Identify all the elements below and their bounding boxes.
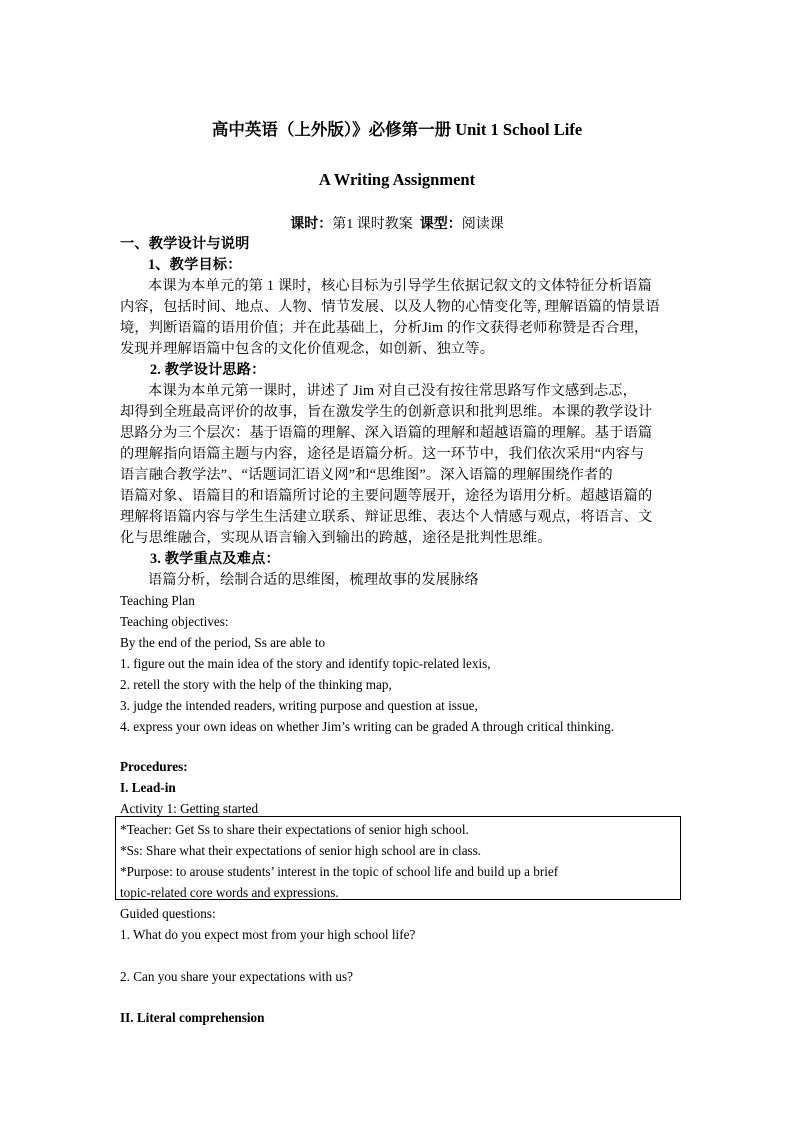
paragraph-line: 的理解指向语篇主题与内容，途径是语篇分析。这一环节中，我们依次采用“内容与	[120, 446, 645, 462]
objectives-intro: By the end of the period, Ss are able to	[120, 635, 326, 650]
lesson-label-period: 课时：	[290, 217, 333, 232]
teaching-plan-title: Teaching Plan	[120, 593, 195, 608]
design-heading: 2. 教学设计思路：	[150, 362, 266, 378]
paragraph-line: 本课为本单元的第 1 课时，核心目标为引导学生依据记叙文的文体特征分析语篇	[148, 278, 652, 294]
guided-question: 2. Can you share your expectations with us?	[120, 969, 353, 984]
lesson-value-type: 阅读课	[461, 217, 504, 232]
lesson-value-period: 第1 课时教案	[332, 217, 413, 232]
box-line: *Ss: Share what their expectations of senior high school are in class.	[120, 843, 482, 858]
paragraph-line: 理解将语篇内容与学生生活建立联系、辩证思维、表达个人情感与观点，将语言、文	[120, 509, 653, 525]
key-points-text: 语篇分析，绘制合适的思维图，梳理故事的发展脉络	[148, 572, 479, 588]
paragraph-line: 境，判断语篇的语用价值；并在此基础上，分析Jim 的作文获得老师称赞是否合理，	[120, 320, 649, 336]
paragraph-line: 本课为本单元第一课时，讲述了 Jim 对自己没有按往常思路写作文感到忐忑，	[148, 383, 637, 399]
paragraph-line: 发现并理解语篇中包含的文化价值观念，如创新、独立等。	[120, 341, 495, 357]
document-subtitle: A Writing Assignment	[318, 170, 476, 189]
guided-questions-label: Guided questions:	[120, 906, 216, 921]
objective-item: 3. judge the intended readers, writing purpose and question at issue,	[120, 698, 478, 713]
paragraph-line: 语言融合教学法”、“话题词汇语义网”和“思维图”。深入语篇的理解围绕作者的	[120, 467, 613, 483]
lead-in-heading: I. Lead-in	[120, 780, 176, 795]
lesson-info	[0, 213, 794, 233]
box-line: *Teacher: Get Ss to share their expectations of senior high school.	[120, 822, 469, 837]
key-points-heading: 3. 教学重点及难点：	[150, 551, 280, 567]
paragraph-line: 化与思维融合，实现从语言输入到输出的跨越，途径是批判性思维。	[120, 530, 552, 546]
lesson-label-type: 课型：	[419, 217, 462, 232]
teaching-objectives-label: Teaching objectives:	[120, 614, 229, 629]
section-heading: 一、教学设计与说明	[120, 236, 250, 252]
paragraph-line: 内容，包括时间、地点、人物、情节发展、以及人物的心情变化等, 理解语篇的情景语	[120, 299, 660, 315]
literal-comprehension-heading: II. Literal comprehension	[120, 1010, 265, 1025]
activity-label: Activity 1: Getting started	[120, 801, 259, 816]
paragraph-line: 思路分为三个层次：基于语篇的理解、深入语篇的理解和超越语篇的理解。基于语篇	[120, 425, 653, 441]
objective-item: 1. figure out the main idea of the story and identify topic-related lexis,	[120, 656, 491, 671]
guided-question: 1. What do you expect most from your high school life?	[120, 927, 416, 942]
procedures-heading: Procedures:	[120, 759, 188, 774]
paragraph-line: 语篇对象、语篇目的和语篇所讨论的主要问题等展开，途径为语用分析。超越语篇的	[120, 488, 653, 504]
objectives-heading-cn: 1、教学目标：	[148, 257, 242, 273]
paragraph-line: 却得到全班最高评价的故事，旨在激发学生的创新意识和批判思维。本课的教学设计	[120, 404, 653, 420]
objective-item: 4. express your own ideas on whether Jim’s writing can be graded A through critical thinking.	[120, 719, 615, 734]
objective-item: 2. retell the story with the help of the thinking map,	[120, 677, 392, 692]
document-title: 高中英语（上外版）》必修第一册 Unit 1 School Life	[211, 120, 583, 139]
box-line: *Purpose: to arouse students’ interest in the topic of school life and build up a brief	[120, 864, 559, 879]
box-line: topic-related core words and expressions.	[120, 885, 339, 900]
